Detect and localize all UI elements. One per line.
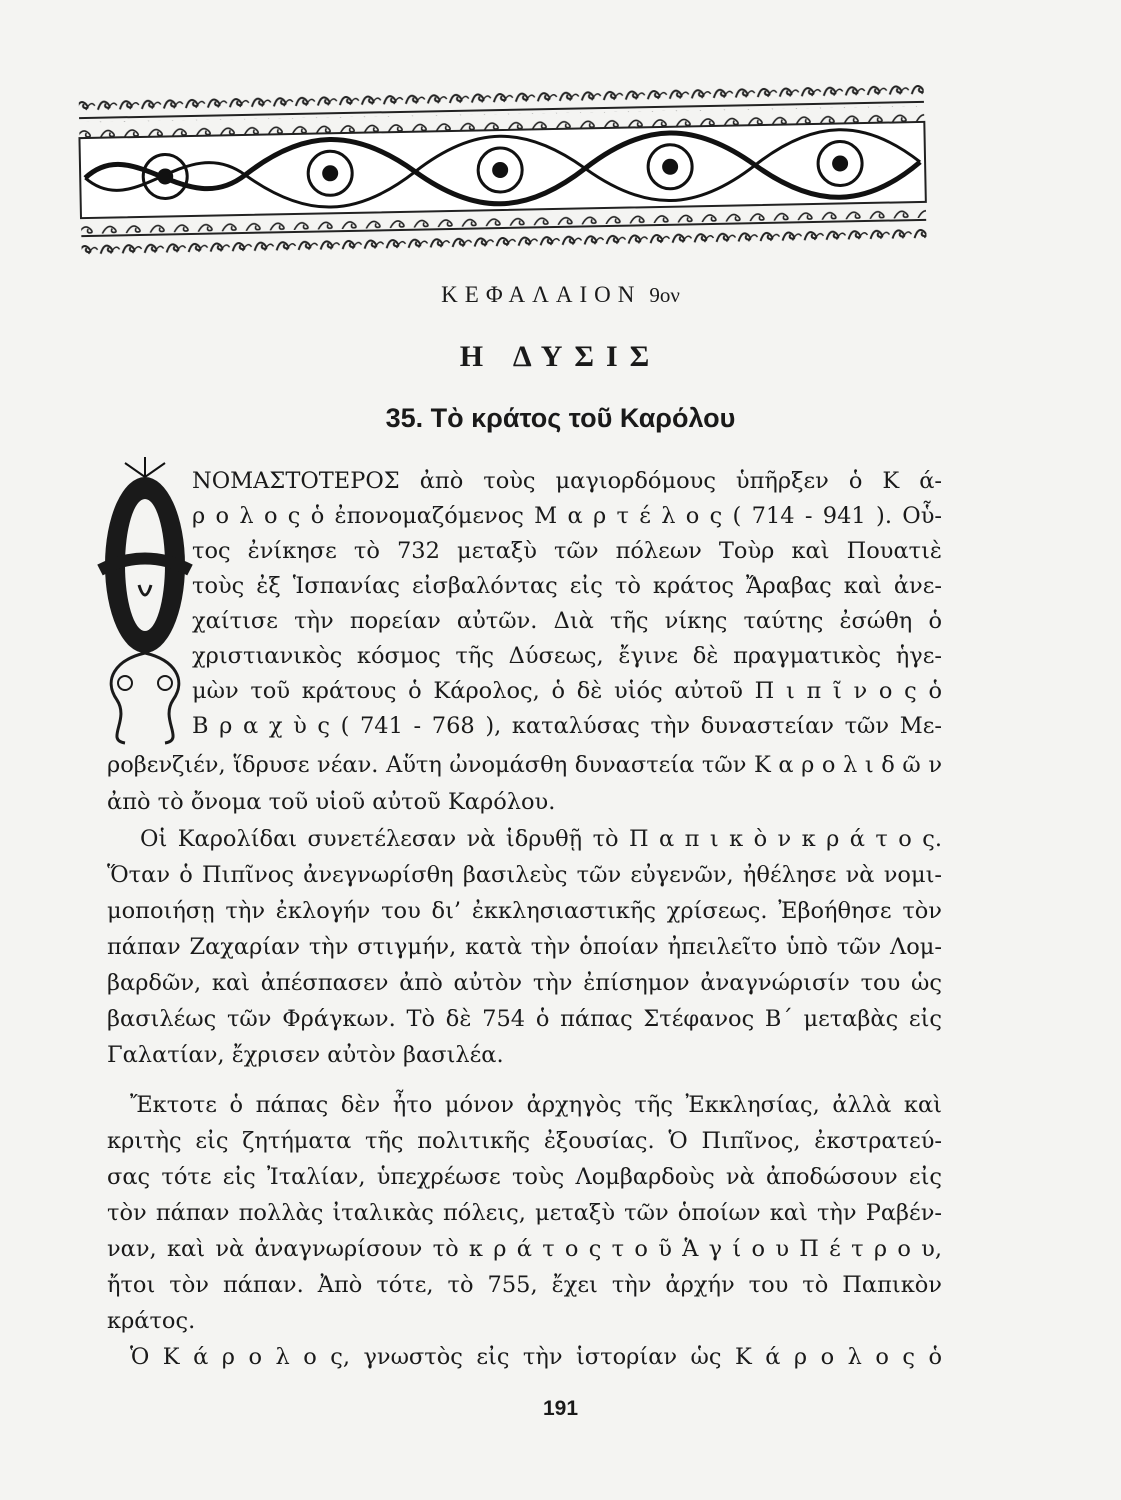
text-line: κράτος.	[107, 1308, 196, 1334]
page-title: Η ΔΥΣΙΣ	[459, 340, 662, 373]
chapter-heading	[0, 282, 1121, 308]
text-line: βαρδῶν, καὶ ἀπέσπασεν ἀπὸ αὐτὸν τὴν ἐπίσημον ἀναγνώρισίν του ὡς	[107, 970, 942, 996]
text-line: ναν, καὶ νὰ ἀναγνωρίσουν τὸ κ ρ ά τ ο ς τ ο ῦ Ἁ γ ί ο υ Π έ τ ρ ο υ,	[107, 1236, 942, 1262]
text-line: τοὺς ἐξ Ἱσπανίας εἰσβαλόντας εἰς τὸ κράτος Ἄραβας καὶ ἀνε-	[192, 573, 942, 599]
ornamental-dropcap	[95, 455, 195, 745]
text-line: ἀπὸ τὸ ὄνομα τοῦ υἱοῦ αὐτοῦ Καρόλου.	[107, 789, 556, 815]
text-line: μοποιήσῃ τὴν ἐκλογήν του δι’ ἐκκλησιαστικῆς χρίσεως. Ἐβοήθησε τὸν	[107, 898, 942, 924]
section-title: 35. Τὸ κράτος τοῦ Καρόλου	[385, 403, 736, 433]
text-line: σας τότε εἰς Ἰταλίαν, ὑπεχρέωσε τοὺς Λομβαρδοὺς νὰ ἀποδώσουν εἰς	[107, 1164, 942, 1190]
text-line: χαίτισε τὴν πορείαν αὐτῶν. Διὰ τῆς νίκης ταύτης ἐσώθη ὁ	[192, 608, 942, 634]
chapter-label: ΚΕΦΑΛΑΙΟΝ	[441, 282, 642, 307]
text-line: ρ ο λ ο ς ὁ ἐπονομαζόμενος Μ α ρ τ έ λ ο ς ( 714 - 941 ). Οὗ-	[192, 503, 942, 529]
text-line: χριστιανικὸς κόσμος τῆς Δύσεως, ἔγινε δὲ πραγματικὸς ἡγε-	[192, 643, 942, 669]
page-number: 191	[542, 1397, 579, 1420]
text-line: βασιλέως τῶν Φράγκων. Τὸ δὲ 754 ὁ πάπας Στέφανος Β΄ μεταβὰς εἰς	[107, 1006, 942, 1032]
text-line: Οἱ Καρολίδαι συνετέλεσαν νὰ ἱδρυθῇ τὸ Π α π ι κ ὸ ν κ ρ ά τ ο ς.	[140, 826, 942, 852]
text-line: Ὁ Κ ά ρ ο λ ο ς, γνωστὸς εἰς τὴν ἱστορίαν ὡς Κ ά ρ ο λ ο ς ὁ	[130, 1344, 942, 1370]
text-line: Γαλατίαν, ἔχρισεν αὐτὸν βασιλέα.	[107, 1042, 504, 1068]
decorative-header-ornament	[75, 70, 930, 255]
text-line: Β ρ α χ ὺ ς ( 741 - 768 ), καταλύσας τὴν δυναστείαν τῶν Με-	[192, 713, 942, 739]
text-line: ἤτοι τὸν πάπαν. Ἀπὸ τότε, τὸ 755, ἔχει τὴν ἀρχήν του τὸ Παπικὸν	[107, 1272, 942, 1298]
text-line: Ὅταν ὁ Πιπῖνος ἀνεγνωρίσθη βασιλεὺς τῶν εὐγενῶν, ἠθέλησε νὰ νομι-	[107, 862, 942, 888]
text-line: κριτὴς εἰς ζητήματα τῆς πολιτικῆς ἐξουσίας. Ὁ Πιπῖνος, ἐκστρατεύ-	[107, 1128, 942, 1154]
text-line: τὸν πάπαν πολλὰς ἰταλικὰς πόλεις, μεταξὺ τῶν ὁποίων καὶ τὴν Ραβέν-	[107, 1200, 942, 1226]
text-line: μὼν τοῦ κράτους ὁ Κάρολος, ὁ δὲ υἱός αὐτοῦ Π ι π ῖ ν ο ς ὁ	[192, 678, 942, 704]
text-line: τος ἐνίκησε τὸ 732 μεταξὺ τῶν πόλεων Τοὺρ καὶ Πουατιὲ	[192, 538, 942, 564]
text-line: Ἔκτοτε ὁ πάπας δὲν ἦτο μόνον ἀρχηγὸς τῆς Ἐκκλησίας, ἀλλὰ καὶ	[130, 1092, 942, 1118]
chapter-number: 9ον	[649, 283, 680, 307]
text-line: πάπαν Ζαχαρίαν τὴν στιγμήν, κατὰ τὴν ὁποίαν ἠπειλεῖτο ὑπὸ τῶν Λομ-	[107, 934, 942, 960]
text-line: ΝΟΜΑΣΤΟΤΕΡΟΣ ἀπὸ τοὺς μαγιορδόμους ὑπῆρξεν ὁ Κ ά-	[192, 468, 942, 494]
text-line: ροβενζιέν, ἵδρυσε νέαν. Αὕτη ὠνομάσθη δυναστεία τῶν Κ α ρ ο λ ι δ ῶ ν	[107, 752, 942, 778]
